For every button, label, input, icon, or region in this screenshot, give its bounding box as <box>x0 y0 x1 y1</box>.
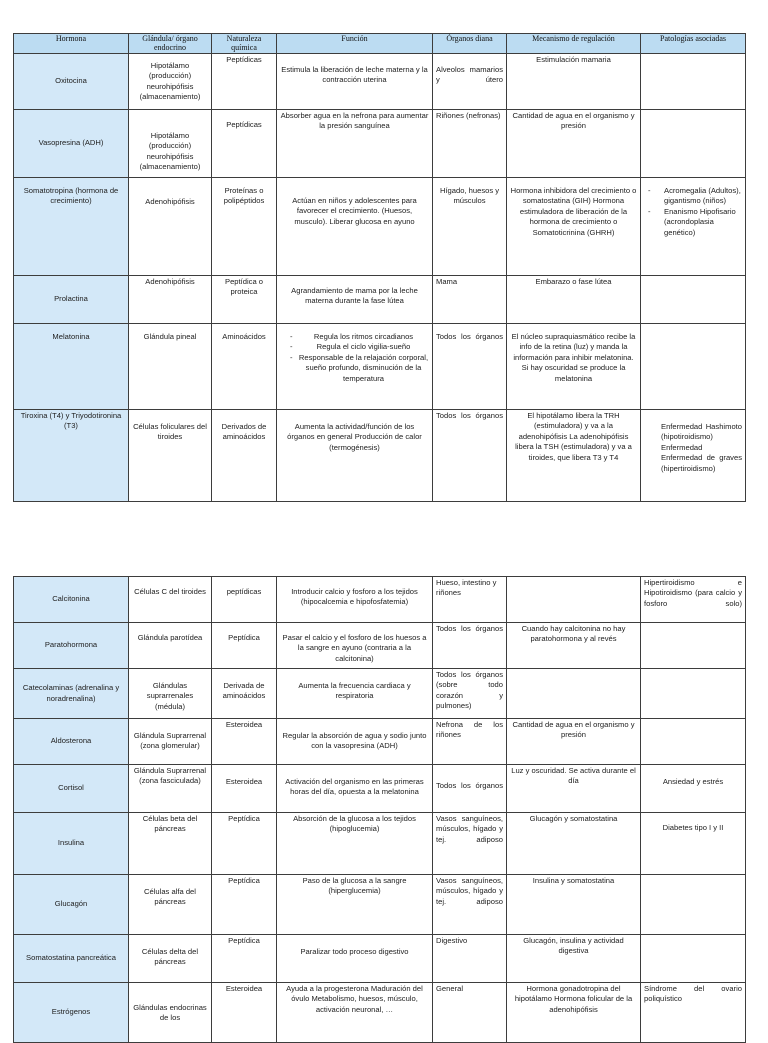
regulation-cell: Glucagón, insulina y actividad digestiva <box>507 935 641 983</box>
pathology-cell <box>641 719 746 765</box>
target-cell: Todos los órganos <box>433 765 507 813</box>
table-row <box>14 276 746 324</box>
nature-cell: Aminoácidos <box>212 324 277 410</box>
function-cell: Introducir calcio y fosforo a los tejidos (hipocalcemia e hipofosfatemia) <box>277 577 433 623</box>
pathology-cell <box>641 110 746 178</box>
table-row <box>14 178 746 276</box>
target-cell: Todos los órganos <box>433 324 507 410</box>
hormone-name: Estrógenos <box>14 983 129 1043</box>
nature-cell: Proteínas o polipéptidos <box>212 178 277 276</box>
header-glandula: Glándula/ órgano endocrino <box>129 34 212 54</box>
nature-cell: Esteroidea <box>212 983 277 1043</box>
nature-cell: Derivados de aminoácidos <box>212 410 277 502</box>
hormone-name: Cortisol <box>14 765 129 813</box>
gland-cell: Glándula pineal <box>129 324 212 410</box>
target-cell: General <box>433 983 507 1043</box>
table-row <box>14 765 746 813</box>
table-row <box>14 110 746 178</box>
pathology-cell: Síndrome del ovario poliquístico <box>641 983 746 1043</box>
hormone-name: Glucagón <box>14 875 129 935</box>
gland-cell: Células C del tiroides <box>129 577 212 623</box>
table-row <box>14 983 746 1043</box>
function-cell <box>277 324 433 410</box>
target-cell: Mama <box>433 276 507 324</box>
pathology-cell: Ansiedad y estrés <box>641 765 746 813</box>
regulation-cell: El núcleo supraquiasmático recibe la info de la retina (luz) y manda la información para inhibir melatonina. Si hay oscuridad se produce la melatonina <box>507 324 641 410</box>
function-cell: Ayuda a la progesterona Maduración del óvulo Metabolismo, huesos, músculo, activación neuronal, … <box>277 983 433 1043</box>
regulation-cell: Embarazo o fase lútea <box>507 276 641 324</box>
regulation-cell: Cantidad de agua en el organismo y presión <box>507 719 641 765</box>
regulation-cell: Insulina y somatostatina <box>507 875 641 935</box>
hormone-table-2 <box>13 576 746 1043</box>
nature-cell: Esteroidea <box>212 765 277 813</box>
function-item: - Regula los ritmos circadianos <box>280 332 429 342</box>
nature-cell: Peptídica <box>212 875 277 935</box>
pathology-cell <box>641 875 746 935</box>
gland-cell: Glándula Suprarrenal (zona glomerular) <box>129 719 212 765</box>
hormone-name: Paratohormona <box>14 623 129 669</box>
gland-cell: Células delta del páncreas <box>129 935 212 983</box>
function-item: - Regula el ciclo vigilia-sueño <box>280 342 429 352</box>
table-row <box>14 875 746 935</box>
hormone-name: Insulina <box>14 813 129 875</box>
hormone-name: Oxitocina <box>14 54 129 110</box>
function-cell: Aumenta la actividad/función de los órganos en general Producción de calor (termogénesis) <box>277 410 433 502</box>
hormone-name: Prolactina <box>14 276 129 324</box>
pathology-cell: Diabetes tipo I y II <box>641 813 746 875</box>
function-cell: Paso de la glucosa a la sangre (hiperglucemia) <box>277 875 433 935</box>
function-cell: Actúan en niños y adolescentes para favorecer el crecimiento. (Huesos, musculo). Liberar glucosa en ayuno <box>277 178 433 276</box>
table-row <box>14 813 746 875</box>
regulation-cell: Cuando hay calcitonina no hay paratohormona y al revés <box>507 623 641 669</box>
pathology-cell <box>641 324 746 410</box>
regulation-cell: Hormona gonadotropina del hipotálamo Hormona folicular de la adenohipófisis <box>507 983 641 1043</box>
target-cell: Digestivo <box>433 935 507 983</box>
table-row <box>14 669 746 719</box>
target-cell: Vasos sanguíneos, músculos, hígado y tej. adiposo <box>433 875 507 935</box>
table-row <box>14 410 746 502</box>
pathology-cell <box>641 935 746 983</box>
nature-cell: Peptídicas <box>212 110 277 178</box>
hormone-name: Aldosterona <box>14 719 129 765</box>
gland-cell: Glándulas endocrinas de los <box>129 983 212 1043</box>
gland-cell: Hipotálamo (producción) neurohipófisis (almacenamiento) <box>129 54 212 110</box>
nature-cell: Esteroidea <box>212 719 277 765</box>
gland-cell: Hipotálamo (producción) neurohipófisis (almacenamiento) <box>129 110 212 178</box>
table-row <box>14 719 746 765</box>
pathology-cell <box>641 669 746 719</box>
table-row <box>14 324 746 410</box>
regulation-cell: Cantidad de agua en el organismo y presión <box>507 110 641 178</box>
gland-cell: Células foliculares del tiroides <box>129 410 212 502</box>
regulation-cell: Glucagón y somatostatina <box>507 813 641 875</box>
nature-cell: Peptídica <box>212 623 277 669</box>
header-hormona: Hormona <box>14 34 129 54</box>
pathology-cell <box>641 623 746 669</box>
pathology-cell <box>641 54 746 110</box>
regulation-cell: Estimulación mamaria <box>507 54 641 110</box>
regulation-cell <box>507 669 641 719</box>
hormone-name: Melatonina <box>14 324 129 410</box>
regulation-cell: Hormona inhibidora del crecimiento o somatostatina (GIH) Hormona estimuladora de liberación de la hormona de crecimiento o Somatoticrinina (GHRH) <box>507 178 641 276</box>
hormone-name: Somatostatina pancreática <box>14 935 129 983</box>
regulation-cell <box>507 577 641 623</box>
pathology-cell <box>641 178 746 276</box>
function-cell: Agrandamiento de mama por la leche materna durante la fase lútea <box>277 276 433 324</box>
nature-cell: Peptídicas <box>212 54 277 110</box>
pathology-item: - Acromegalia (Adultos), gigantismo (niños) <box>644 186 742 207</box>
hormone-name: Somatotropina (hormona de crecimiento) <box>14 178 129 276</box>
header-naturaleza: Naturaleza química <box>212 34 277 54</box>
target-cell: Hígado, huesos y músculos <box>433 178 507 276</box>
gland-cell: Adenohipófisis <box>129 178 212 276</box>
hormone-name: Catecolaminas (adrenalina y noradrenalina) <box>14 669 129 719</box>
regulation-cell: El hipotálamo libera la TRH (estimuladora) y va a la adenohipófisis La adenohipófisis libera la TSH (estimuladora) y va a tiroides, que libera T3 y T4 <box>507 410 641 502</box>
gland-cell: Glándula parotídea <box>129 623 212 669</box>
header-mecanismo: Mecanismo de regulación <box>507 34 641 54</box>
function-cell: Absorber agua en la nefrona para aumentar la presión sanguínea <box>277 110 433 178</box>
header-funcion: Función <box>277 34 433 54</box>
pathology-cell: Enfermedad Hashimoto (hipotiroidismo) Enfermedad Enfermedad de graves (hipertiroidismo) <box>641 410 746 502</box>
nature-cell: Derivada de aminoácidos <box>212 669 277 719</box>
nature-cell: Peptídica <box>212 935 277 983</box>
pathology-cell: Hipertiroidismo e Hipotiroidismo (para calcio y fosforo solo) <box>641 577 746 623</box>
function-cell: Aumenta la frecuencia cardiaca y respiratoria <box>277 669 433 719</box>
target-cell: Todos los órganos <box>433 623 507 669</box>
function-cell: Activación del organismo en las primeras horas del día, opuesta a la melatonina <box>277 765 433 813</box>
hormone-name: Tiroxina (T4) y Triyodotironina (T3) <box>14 410 129 502</box>
gland-cell: Células beta del páncreas <box>129 813 212 875</box>
hormone-table-1 <box>13 33 746 502</box>
target-cell: Hueso, intestino y riñones <box>433 577 507 623</box>
function-cell: Absorción de la glucosa a los tejidos (hipoglucemia) <box>277 813 433 875</box>
function-cell: Pasar el calcio y el fosforo de los huesos a la sangre en ayuno (contraria a la calcitonina) <box>277 623 433 669</box>
function-item: - Responsable de la relajación corporal, sueño profundo, disminución de la temperatura <box>280 353 429 384</box>
regulation-cell: Luz y oscuridad. Se activa durante el día <box>507 765 641 813</box>
header-organos-diana: Órganos diana <box>433 34 507 54</box>
target-cell: Todos los órganos (sobre todo corazón y pulmones) <box>433 669 507 719</box>
table-row <box>14 577 746 623</box>
table-row <box>14 623 746 669</box>
header-patologias: Patologías asociadas <box>641 34 746 54</box>
target-cell: Todos los órganos <box>433 410 507 502</box>
target-cell: Nefrona de los riñones <box>433 719 507 765</box>
table-header-row <box>14 34 746 54</box>
table-row <box>14 54 746 110</box>
table-row <box>14 935 746 983</box>
function-cell: Regular la absorción de agua y sodio junto con la vasopresina (ADH) <box>277 719 433 765</box>
nature-cell: Peptídica <box>212 813 277 875</box>
gland-cell: Células alfa del páncreas <box>129 875 212 935</box>
pathology-cell <box>641 276 746 324</box>
target-cell: Vasos sanguíneos, músculos, hígado y tej. adiposo <box>433 813 507 875</box>
pathology-item: - Enanismo Hipofisario (acrondoplasia genético) <box>644 207 742 238</box>
gland-cell: Glándula Suprarrenal (zona fasciculada) <box>129 765 212 813</box>
target-cell: Riñones (nefronas) <box>433 110 507 178</box>
hormone-name: Vasopresina (ADH) <box>14 110 129 178</box>
gland-cell: Glándulas suprarrenales (médula) <box>129 669 212 719</box>
gland-cell: Adenohipófisis <box>129 276 212 324</box>
target-cell: Alveolos mamarios y útero <box>433 54 507 110</box>
nature-cell: peptídicas <box>212 577 277 623</box>
function-cell: Paralizar todo proceso digestivo <box>277 935 433 983</box>
nature-cell: Peptídica o proteica <box>212 276 277 324</box>
hormone-name: Calcitonina <box>14 577 129 623</box>
function-cell: Estimula la liberación de leche materna y la contracción uterina <box>277 54 433 110</box>
